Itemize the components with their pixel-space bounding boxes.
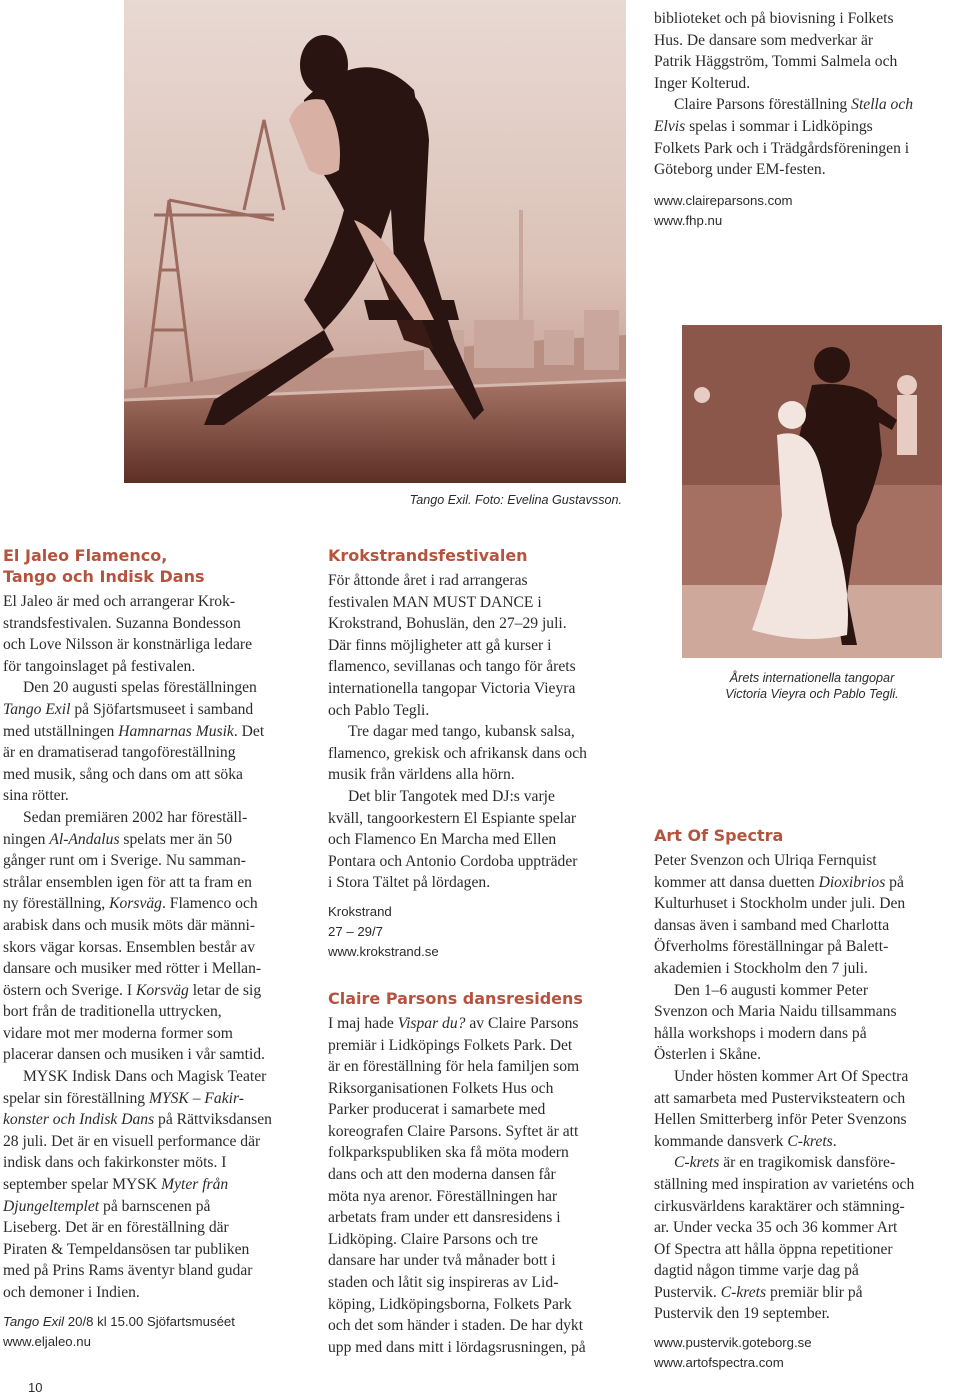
- main-photo-tango-exil: [124, 0, 626, 483]
- link-pustervik[interactable]: www.pustervik.goteborg.se: [654, 1335, 812, 1351]
- link-fhp[interactable]: www.fhp.nu: [654, 212, 723, 228]
- heading-claire-parsons: Claire Parsons dansresidens: [328, 988, 583, 1008]
- side-photo-caption: Årets internationella tangopar Victoria Vieyra och Pablo Tegli.: [725, 671, 899, 701]
- side-photo-tango-couple: [682, 325, 942, 658]
- tango-couple-image: [124, 0, 626, 483]
- heading-el-jaleo-2: Tango och Indisk Dans: [3, 567, 205, 586]
- heading-art-of-spectra: Art Of Spectra: [654, 826, 784, 845]
- top-right-line: Inger Kolterud.: [654, 74, 751, 92]
- link-artofspectra[interactable]: www.artofspectra.com: [654, 1355, 784, 1371]
- top-right-line: Patrik Häggström, Tommi Salmela och: [654, 53, 898, 71]
- top-right-line: Hus. De dansare som medverkar är: [654, 31, 874, 49]
- heading-el-jaleo: El Jaleo Flamenco,: [3, 546, 168, 565]
- link-claireparsons[interactable]: www.claireparsons.com: [654, 192, 793, 208]
- main-photo-caption: Tango Exil. Foto: Evelina Gustavsson.: [409, 493, 622, 507]
- heading-krokstrandsfestivalen: Krokstrandsfestivalen: [328, 546, 528, 565]
- top-right-line: biblioteket och på biovisning i Folkets: [654, 10, 894, 27]
- page-number: 10: [28, 1380, 43, 1395]
- top-right-paragraph: Claire Parsons föreställning Stella och: [674, 96, 914, 114]
- link-eljaleo[interactable]: www.eljaleo.nu: [3, 1333, 91, 1349]
- info-location: Krokstrand: [328, 903, 392, 919]
- link-krokstrand[interactable]: www.krokstrand.se: [328, 943, 439, 959]
- event-info: Tango Exil 20/8 kl 15.00 Sjöfartsmuséet: [3, 1313, 235, 1329]
- info-dates: 27 – 29/7: [328, 923, 383, 939]
- ballroom-couple-image: [682, 325, 942, 658]
